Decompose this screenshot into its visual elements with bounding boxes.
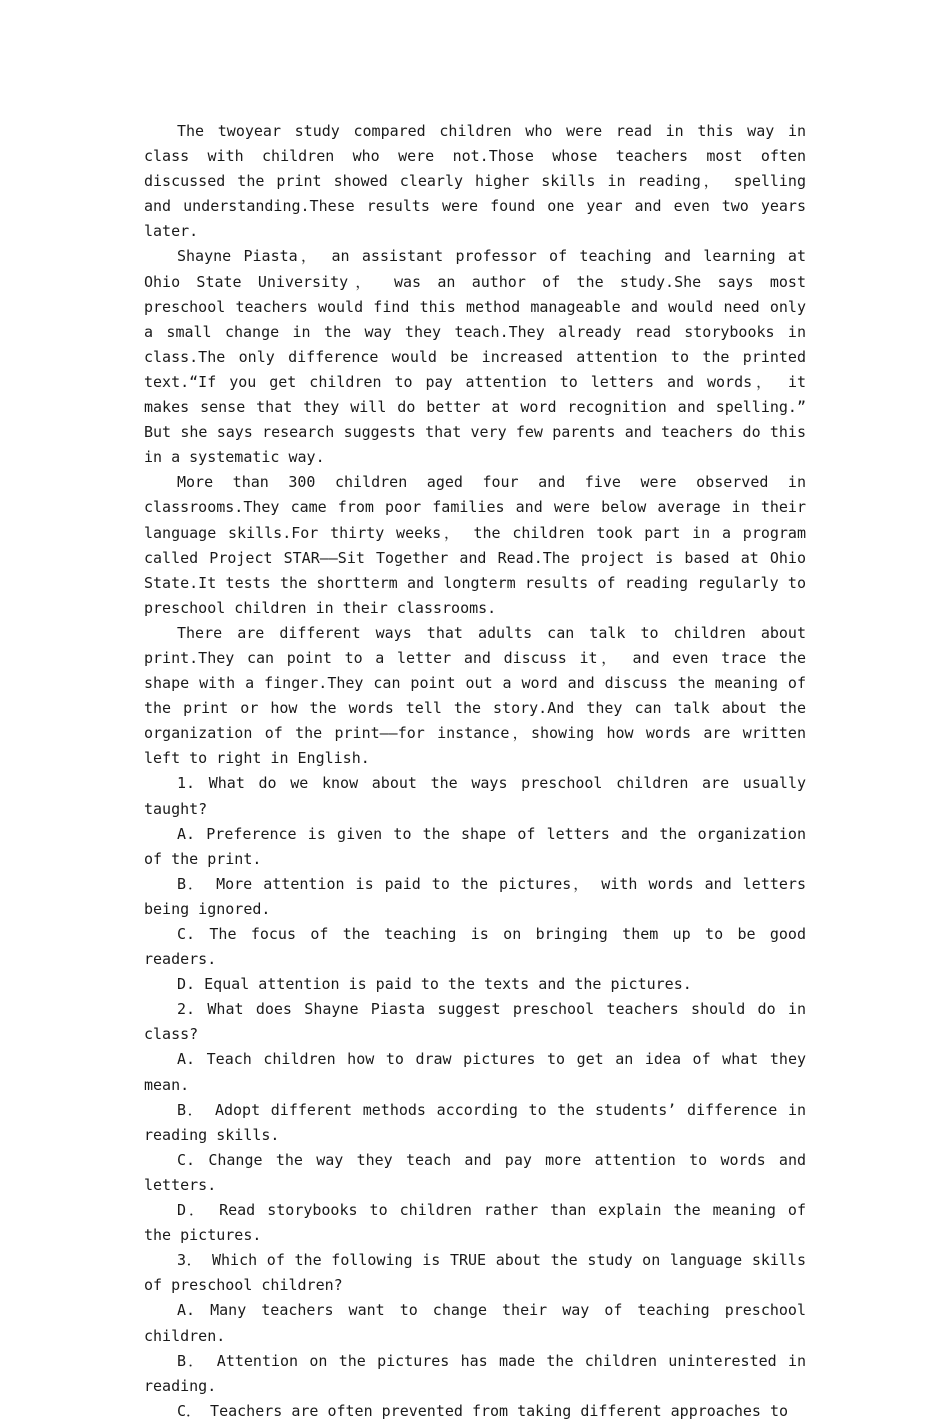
question-1-option-b: B． More attention is paid to the pictures， with words and letters being ignored. xyxy=(144,874,806,918)
question-3-stem: 3． Which of the following is TRUE about the study on language skills of preschool children? xyxy=(144,1251,806,1295)
passage-paragraph-1: The twoyear study compared children who were read in this way in class with children who were not.Those whose teachers most often discussed the print showed clearly higher skills in reading， spelling and understanding.These results were found one year and even two years later. xyxy=(144,122,806,241)
question-1-option-a: A. Preference is given to the shape of letters and the organization of the print. xyxy=(144,824,806,868)
question-3-option-a: A. Many teachers want to change their way of teaching preschool children. xyxy=(144,1301,806,1345)
question-2-stem: 2. What does Shayne Piasta suggest preschool teachers should do in class? xyxy=(144,1000,806,1044)
question-3-option-b: B． Attention on the pictures has made the children uninterested in reading. xyxy=(144,1351,806,1395)
question-3-option-c: C． Teachers are often prevented from taking different approaches to xyxy=(177,1401,789,1420)
question-1-stem: 1. What do we know about the ways preschool children are usually taught? xyxy=(144,774,806,818)
document-page xyxy=(144,119,806,1424)
passage-paragraph-4: There are different ways that adults can talk to children about print.They can point to a letter and discuss it， and even trace the shape with a finger.They can point out a word and discuss the meaning of the print or how the words tell the story.And they can talk about the organization of the print——for instance，showing how words are written left to right in English. xyxy=(144,623,806,768)
question-1-option-c: C. The focus of the teaching is on bringing them up to be good readers. xyxy=(144,925,806,969)
question-2-option-b: B． Adopt different methods according to the students’ difference in reading skills. xyxy=(144,1100,806,1144)
passage-paragraph-3: More than 300 children aged four and five were observed in classrooms.They came from poor families and were below average in their language skills.For thirty weeks， the children took part in a program called Project STAR——Sit Together and Read.The project is based at Ohio State.It tests the shortterm and longterm results of reading regularly to preschool children in their classrooms. xyxy=(144,473,806,617)
question-1-option-d: D. Equal attention is paid to the texts and the pictures. xyxy=(177,975,692,994)
passage-paragraph-2: Shayne Piasta， an assistant professor of teaching and learning at Ohio State University， was an author of the study.She says most preschool teachers would find this method manageable and would need only a small change in the way they teach.They already read storybooks in class.The only difference would be increased attention to the printed text.“If you get children to pay attention to letters and words， it makes sense that they will do better at word recognition and spelling.” But she says research suggests that very few parents and teachers do this in a systematic way. xyxy=(144,247,806,467)
question-2-option-d: D． Read storybooks to children rather than explain the meaning of the pictures. xyxy=(144,1201,806,1245)
question-2-option-c: C. Change the way they teach and pay more attention to words and letters. xyxy=(144,1150,806,1194)
question-2-option-a: A. Teach children how to draw pictures to get an idea of what they mean. xyxy=(144,1050,806,1094)
